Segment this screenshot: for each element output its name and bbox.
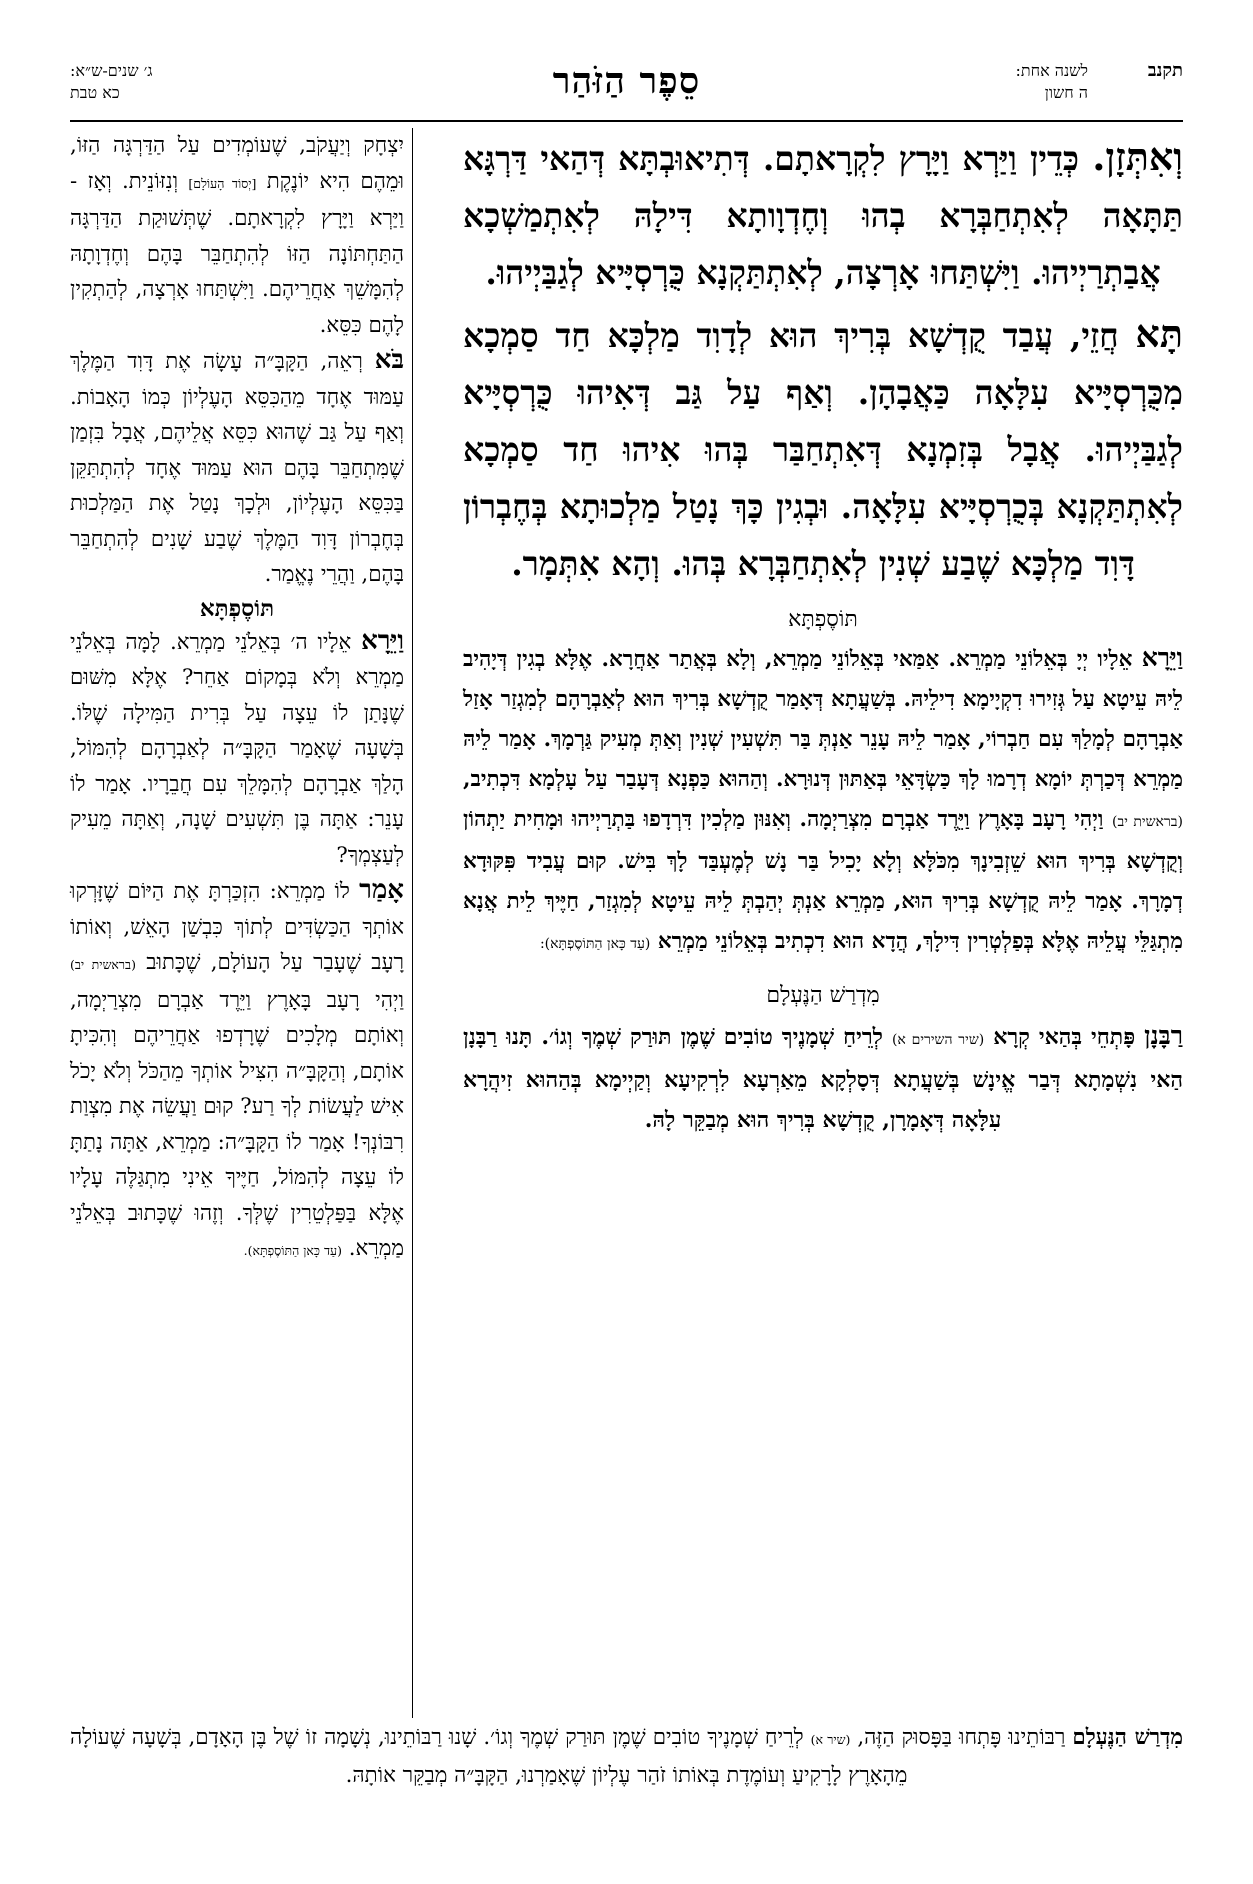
translation-p3-text: אֵלָיו ה׳ בְּאֵלֹנֵי מַמְרֵא. לָמָּה בְּאֵלֹנֵי מַמְרֵא וְלֹא בְּמָקוֹם אַחֵר? אֶלָּא מִשּׁוּם שֶׁנָּתַן לוֹ עֵצָה עַל בְּרִית הַמִּילָה שֶׁלּוֹ. בְּשָׁעָה שֶׁאָמַר הַקָּבָּ״ה לְאַבְרָהָם לְהִמּוֹל, הָלַךְ אַבְרָהָם לְהִמָּלֵךְ עִם חֲבֵרָיו. אָמַר לוֹ עָנֵר: אַתָּה בֶּן תִּשְׁעִים שָׁנָה, וְאַתָּה מֵעִיק לְעַצְמְךָ? [70,629,404,868]
tosefta-end-note: (עַד כָּאן הַתּוֹסֶפְתָּא): [539,936,651,952]
translation-p3-lead: וַיֵּרָא [361,625,404,656]
translation-tosefta-title: תּוֹסֶפְתָּא [199,594,275,622]
calendar-three-years-label: ג׳ שנים-ש״א: [70,61,153,80]
book-title: סֵפֶר הַזֹּהַר [552,60,701,102]
tosefta-paragraph [463,638,1183,964]
column-divider [412,128,413,1718]
translation-p1-note: [יְסוֹד הָעוֹלָם] [188,175,257,191]
translation-p4-text-b: וַיְהִי רָעָב בָּאָרֶץ וַיֵּרֶד אַבְרָם מִצְרַיְמָה, וְאוֹתָם מְלָכִים שֶׁרָדְפוּ אַחֲרֵיהֶם וְהִכִּיתָ אוֹתָם, וְהַקָּבָּ״ה הִצִּיל אוֹתְךָ מֵהַכֹּל וְלֹא יָכֹל אִישׁ לַעֲשׂוֹת לְךָ רַע? קוּם וַעֲשֵׂה אֶת מִצְוַת רִבּוֹנְךָ! אָמַר לוֹ הַקָּבָּ״ה: מַמְרֵא, אַתָּה נָתַתָּ לוֹ עֵצָה לְהִמּוֹל, חַיֶּיךָ אֵינִי מִתְגַּלֶּה עָלָיו אֶלָּא בַּפַּלְטֵרִין שֶׁלְּךָ. וְזֶהוּ שֶׁכָּתוּב בְּאֵלֹנֵי מַמְרֵא. [70,987,404,1261]
midrash-text-2: לְרֵיחַ שְׁמָנֶיךָ טוֹבִים שֶׁמֶן תּוּרַק שְׁמֶךָ וְגוֹ׳. תָּנוּ רַבָּנָן הַאי נִשְׁמָתָא דְּבַר אֱינָשׁ בְּשַׁעֲתָא דְּסָלְקָא מֵאַרְעָא לִרְקִיעָא וְקַיְימָא בְּהַהוּא זִיהֲרָא עִלָּאָה דְּאָמָרָן, קֻדְשָׁא בְּרִיךְ הוּא מְבַקֵּר לָהּ. [463,1024,1183,1133]
midrash-reference: (שיר השירים א) [891,1032,985,1048]
translation-p2-lead: בֹּא [374,345,404,375]
tosefta-title: תּוֹסֶפְתָּא [788,607,858,632]
footer-text-1: רַבּוֹתֵינוּ פָּתְחוּ בַּפָּסוּק הַזֶּה, [850,1725,1073,1750]
calendar-three-years [70,60,153,104]
tosefta-text-2: וַיְהִי רָעָב בָּאָרֶץ וַיֵּרֶד אַבְרָם מִצְרַיְמָה. וְאִנּוּן מַלְכִין דִּרְדָפוּ בַּתְרַיְיהוּ וּמָחִית יַתְהוֹן וְקֻדְשָׁא בְּרִיךְ הוּא שֵׁזְבִינָךְ מִכֹּלָּא וְלָא יָכִיל בַּר נָשׁ לְמֶעְבַּד לָךְ בִּישׁ. קוּם עֲבִיד פִּקּוּדָא דְמָרָךְ. אָמַר לֵיהּ קֻדְשָׁא בְּרִיךְ הוּא, מַמְרֵא אַנְתְּ יְהַבְתְּ לֵיהּ עֵיטָא לְמִגְזַר, חַיֶּיךְ לֵית אֲנָא מִתְגַּלֵּי עֲלֵיהּ אֶלָּא בְּפַלְטְרִין דִּילָךְ, הֲדָא הוּא דִכְתִיב בְּאֵלוֹנֵי מַמְרֵא [463,807,1183,954]
tosefta-reference: (בראשית יב) [1111,814,1183,830]
main-paragraph-1-text: כְּדֵין וַיַּרְא וַיָּרָץ לִקְרָאתָם. דְּתִיאוּבְתָּא דְּהַאי דַּרְגָּא תַּתָּאָה לְאִתְחַבְּרָא בְהוּ וְחֶדְוָותָא דִּילָהּ לְאִתְמַשְׁכָא אֲבַתְרַיְיהוּ. וַיִּשְׁתַּחוּ אָרְצָה, לְאִתְתַּקְנָא כֻּרְסְיָּיא לְגַבַּיְיהוּ. [463,139,1183,292]
header-rule [70,120,1183,122]
midrash-title: מִדְרַשׁ הַנֶּעְלָם [766,983,880,1008]
translation-paragraph-2 [70,343,404,593]
main-paragraph-2-text: חֲזֵי, עֲבַד קֻדְשָׁא בְּרִיךְ הוּא לְדָוִד מַלְכָּא חַד סַמְכָא מִכֻּרְסְיָּיא עִלָּאָה כַּאֲבָהָן. וְאַף עַל גַּב דְּאִיהוּ כֻּרְסְיָּיא לְגַבַּיְיהוּ. אֲבָל בְּזִמְנָא דְּאִתְחַבַּר בְּהוּ אִיהוּ חַד סַמְכָא לְאִתְתַּקְנָא בְּכֻרְסְיָּיא עִלָּאָה. וּבְגִין כָּךְ נָטַל מַלְכוּתָא בְּחֶבְרוֹן דָּוִד מַלְכָּא שֶׁבַע שְׁנִין לְאִתְחַבְּרָא בְּהוּ. וְהָא אִתְּמָר. [463,316,1183,583]
calendar-three-years-date: כא טבת [70,83,120,102]
page-header [70,60,1183,120]
footer-reference: (שיר א) [810,1732,851,1747]
translation-p1-text-b: וְנִזּוֹנֵית. וְאָז - וַיַּרְא וַיָּרָץ לִקְרָאתָם. שֶׁתְּשׁוּקַת הַדַּרְגָּה הַתַּחְתּוֹנָה הַזּוֹ לְהִתְחַבֵּר בָּהֶם וְחֶדְוָתָהּ לְהִמָּשֵׁךְ אַחֲרֵיהֶם. וַיִּשְׁתַּחוּ אָרְצָה, לְהַתְקִין לָהֶם כִּסֵּא. [70,168,404,338]
main-paragraph-1 [463,128,1183,301]
tosefta-lead: וַיֵּרָא [1141,643,1183,672]
translation-column [70,128,404,1718]
footer-translation [70,1720,1183,1794]
main-paragraph-2-lead: תָּא [1135,311,1183,356]
midrash-paragraph [463,1016,1183,1140]
midrash-text-1: פָּתְחֵי בְּהַאי קְרָא [984,1024,1145,1050]
translation-paragraph-3 [70,624,404,874]
translation-p2-text: רְאֵה, הַקָּבָּ״ה עָשָׂה אֶת דָּוִד הַמֶּלֶךְ עַמּוּד אֶחָד מֵהַכִּסֵּא הָעֶלְיוֹן כְּמוֹ הָאָבוֹת. וְאַף עַל גַּב שֶׁהוּא כִּסֵּא אֲלֵיהֶם, אֲבָל בִּזְמַן שֶׁמִּתְחַבֵּר בָּהֶם הוּא עַמּוּד אֶחָד לְהִתְתַּקֵּן בַּכִּסֵּא הָעֶלְיוֹן, וּלְכָךְ נָטַל אֶת הַמַּלְכוּת בְּחֶבְרוֹן דָּוִד הַמֶּלֶךְ שֶׁבַע שָׁנִים לְהִתְחַבֵּר בָּהֶם, וַהֲרֵי נֶאֱמַר. [70,349,404,587]
translation-p1-text: יִצְחָק וְיַעֲקֹב, שֶׁעוֹמְדִים עַל הַדַּרְגָּה הַזּוֹ, וּמֵהֶם הִיא יוֹנֶקֶת [70,133,405,194]
translation-p4-text: לוֹ מַמְרֵא: הִזְכַּרְתָּ אֶת הַיּוֹם שֶׁזָּרְקוּ אוֹתְךָ הַכַּשְׂדִּים לְתוֹךְ כִּבְשַׁן הָאֵשׁ, וְאוֹתוֹ רָעָב שֶׁעָבַר עַל הָעוֹלָם, שֶׁכָּתוּב [70,879,404,975]
calendar-one-year-label: לשנה אחת: [1015,61,1088,80]
main-paragraph-2 [463,305,1183,592]
translation-paragraph-1 [70,128,404,343]
midrash-lead: רַבָּנָן [1144,1021,1184,1050]
translation-p4-lead: אָמַר [359,875,404,905]
footer-lead: מִדְרַשׁ הַנֶּעְלָם [1072,1725,1183,1750]
footer-text-2: לְרֵיחַ שְׁמָנֶיךָ טוֹבִים שֶׁמֶן תּוּרַק שְׁמֶךָ וְגוֹ׳. שָׁנוּ רַבּוֹתֵינוּ, נְשָׁמָה זוֹ שֶׁל בֶּן הָאָדָם, בְּשָׁעָה שֶׁעוֹלָה מֵהָאָרֶץ לָרָקִיעַ וְעוֹמֶדֶת בְּאוֹתוֹ זֹהַר עֶלְיוֹן שֶׁאָמַרְנוּ, הַקָּבָּ״ה מְבַקֵּר אוֹתָהּ. [70,1725,908,1788]
translation-paragraph-4 [70,873,404,1269]
translation-p4-reference: (בראשית יב) [70,957,136,972]
main-column [463,128,1183,1718]
translation-p4-end-note: (עַד כָּאן הַתּוֹסֶפְתָּא). [243,1243,342,1258]
tikun-number: תקנב [1147,60,1183,81]
calendar-one-year-date: ה חשון [1044,83,1088,102]
tosefta-text-1: אֵלָיו יְיָ בְּאֵלוֹנֵי מַמְרֵא. אַמַּאי בְּאֵלוֹנֵי מַמְרֵא, וְלָא בְּאֲתַר אַחֲרָא. אֶלָּא בְגִין דְּיָהִיב לֵיהּ עֵיטָא עַל גְּזִירוּ דִקְיָימָא דִילֵיהּ. בְּשַׁעֲתָא דְּאָמַר קֻדְשָׁא בְּרִיךְ הוּא לְאַבְרָהָם לְמִגְזַר אָזַל אַבְרָהָם לְמָלַךְ עִם חַבְרוֹי, אָמַר לֵיהּ עָנֵר אַנְתְּ בַּר תִּשְׁעִין שְׁנִין וְאַתְּ מְעִיק גַּרְמָךְ. אָמַר לֵיהּ מַמְרֵא דְּכַרְתְּ יוֹמָא דְרָמוּ לָךְ כַּשְׂדָּאֵי בְּאַתּוּן דְּנוּרָא. וְהַהוּא כַּפְנָא דְּעָבַר עַל עָלְמָא דִּכְתִיב, [463,647,1183,792]
main-paragraph-1-lead: וְאִתְּזָן. [1092,134,1183,179]
